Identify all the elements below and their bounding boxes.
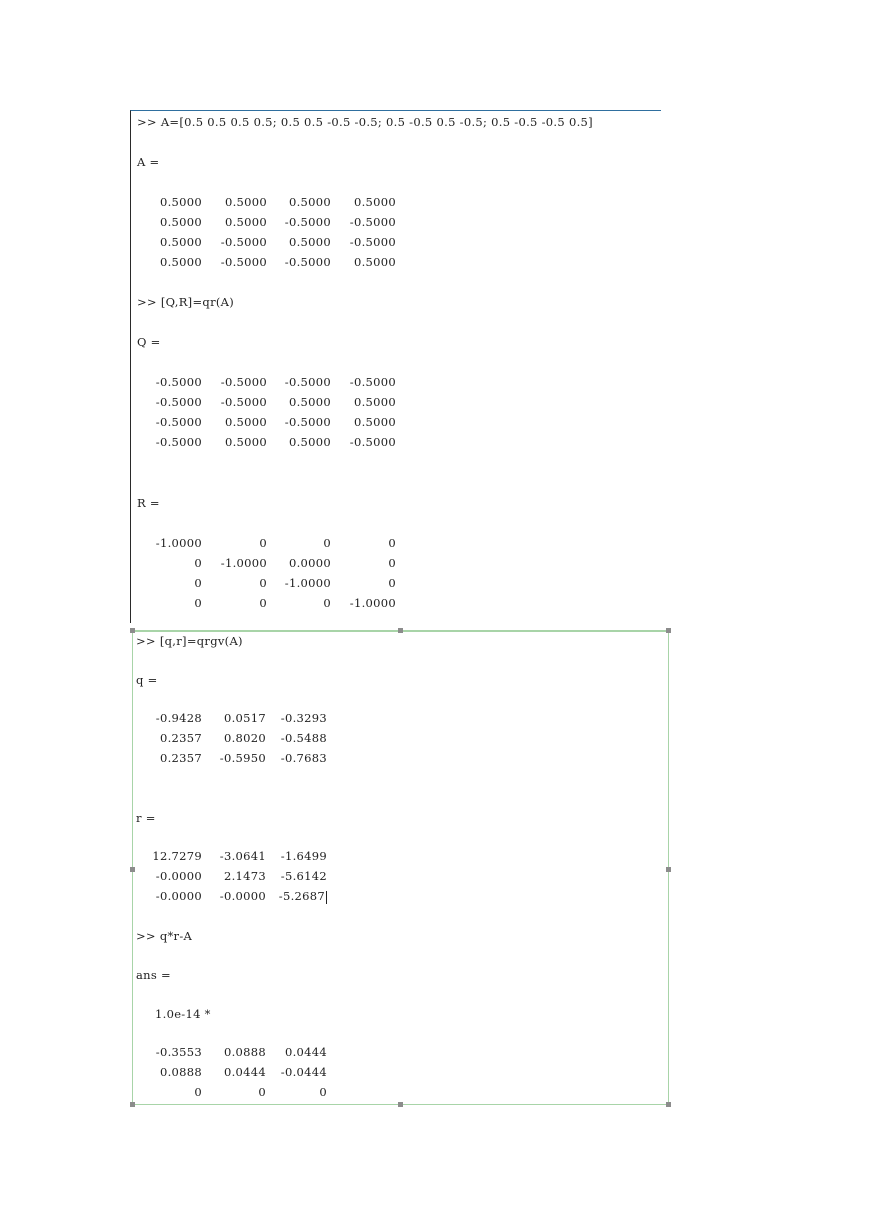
output-label-ans: ans = [136,968,171,982]
matrix-cell: 0.5000 [224,435,267,449]
scale-factor: 1.0e-14 * [155,1007,211,1021]
matrix-cell: -0.0000 [219,889,266,903]
command-line-check: >> q*r-A [136,929,193,943]
matrix-cell: 0 [258,1085,266,1099]
matrix-cell: -0.0000 [155,869,202,883]
matrix-cell: 0.5000 [224,215,267,229]
matrix-cell: -0.5000 [220,255,267,269]
matrix-cell: 0.0888 [159,1065,202,1079]
matrix-cell: 0 [388,576,396,590]
matrix-cell: -0.5488 [280,731,327,745]
matrix-cell: -0.5000 [284,215,331,229]
matrix-cell: 0.5000 [288,395,331,409]
matrix-cell: -0.5000 [284,255,331,269]
matrix-cell: 0.5000 [224,195,267,209]
command-line-qr: >> [Q,R]=qr(A) [137,295,235,309]
matrix-cell: 0.0517 [223,711,266,725]
matrix-cell: 0 [194,556,202,570]
matrix-cell: 0 [194,596,202,610]
resize-handle-left[interactable] [130,867,135,872]
matrix-cell: -0.7683 [280,751,327,765]
matrix-cell: 0 [259,536,267,550]
matrix-cell: 0 [259,576,267,590]
matrix-cell: 0.8020 [223,731,266,745]
matrix-cell: -1.6499 [280,849,327,863]
matrix-cell: -5.6142 [280,869,327,883]
matrix-cell: -0.5000 [349,375,396,389]
matrix-cell: 0.5000 [288,235,331,249]
command-line-define-a: >> A=[0.5 0.5 0.5 0.5; 0.5 0.5 -0.5 -0.5; 0.5 -0.5 0.5 -0.5; 0.5 -0.5 -0.5 0.5] [137,115,593,129]
matrix-cell: -0.0000 [155,889,202,903]
resize-handle-bottom-left[interactable] [130,1102,135,1107]
matrix-cell: -0.5000 [349,435,396,449]
matrix-cell: 0.5000 [159,255,202,269]
matrix-cell: 0.5000 [353,255,396,269]
matrix-cell: -0.5000 [220,375,267,389]
matrix-cell: -0.5000 [155,415,202,429]
matrix-cell: -0.5000 [155,395,202,409]
matrix-cell: -0.5000 [349,215,396,229]
matrix-cell: 0.5000 [353,195,396,209]
matrix-cell: -0.5000 [284,375,331,389]
console-panel-qrgv [132,630,669,1105]
matrix-cell: 2.1473 [223,869,266,883]
resize-handle-top[interactable] [398,628,403,633]
matrix-cell: -0.5000 [155,435,202,449]
matrix-cell: -0.3553 [155,1045,202,1059]
matrix-cell: 0.5000 [353,415,396,429]
matrix-cell: 0.0888 [223,1045,266,1059]
matrix-cell: 0.5000 [288,435,331,449]
output-label-a: A = [137,155,160,169]
matrix-cell: 0 [323,536,331,550]
matrix-cell: -0.5000 [349,235,396,249]
matrix-cell: 0.2357 [159,731,202,745]
matrix-cell: 0 [194,1085,202,1099]
output-label-q-upper: Q = [137,335,161,349]
matrix-cell: 0 [259,596,267,610]
matrix-cell: 0 [388,536,396,550]
console-panel-qr [130,110,661,623]
matrix-cell: 0.0444 [284,1045,327,1059]
matrix-cell: 0.5000 [224,415,267,429]
matrix-cell: -3.0641 [219,849,266,863]
matrix-cell: 0.5000 [288,195,331,209]
matrix-cell: -0.5000 [220,235,267,249]
output-label-q-lower: q = [136,673,158,687]
matrix-cell: 0 [319,1085,327,1099]
matrix-cell: -0.3293 [280,711,327,725]
matrix-cell: 12.7279 [152,849,202,863]
matrix-cell: -1.0000 [220,556,267,570]
resize-handle-top-right[interactable] [666,628,671,633]
matrix-cell: 0.0000 [288,556,331,570]
matrix-cell: -1.0000 [284,576,331,590]
matrix-cell: -0.5950 [219,751,266,765]
output-label-r-lower: r = [136,811,156,825]
matrix-cell: -0.5000 [155,375,202,389]
resize-handle-right[interactable] [666,867,671,872]
matrix-cell: 0 [323,596,331,610]
matrix-cell: -1.0000 [349,596,396,610]
output-label-r-upper: R = [137,496,160,510]
matrix-cell: 0.5000 [159,215,202,229]
matrix-cell: -0.0444 [280,1065,327,1079]
resize-handle-bottom-right[interactable] [666,1102,671,1107]
matrix-cell: 0 [388,556,396,570]
text-cursor [326,891,327,904]
command-line-qrgv: >> [q,r]=qrgv(A) [136,634,243,648]
matrix-cell: 0.2357 [159,751,202,765]
matrix-cell: 0.5000 [353,395,396,409]
matrix-cell: 0 [194,576,202,590]
matrix-cell: -0.5000 [220,395,267,409]
matrix-cell: 0.5000 [159,235,202,249]
matrix-cell: 0.5000 [159,195,202,209]
matrix-cell: 0.0444 [223,1065,266,1079]
matrix-cell: -1.0000 [155,536,202,550]
matrix-cell: -0.9428 [155,711,202,725]
matrix-cell: -0.5000 [284,415,331,429]
matrix-cell: -5.2687 [278,889,325,903]
resize-handle-bottom[interactable] [398,1102,403,1107]
resize-handle-top-left[interactable] [130,628,135,633]
